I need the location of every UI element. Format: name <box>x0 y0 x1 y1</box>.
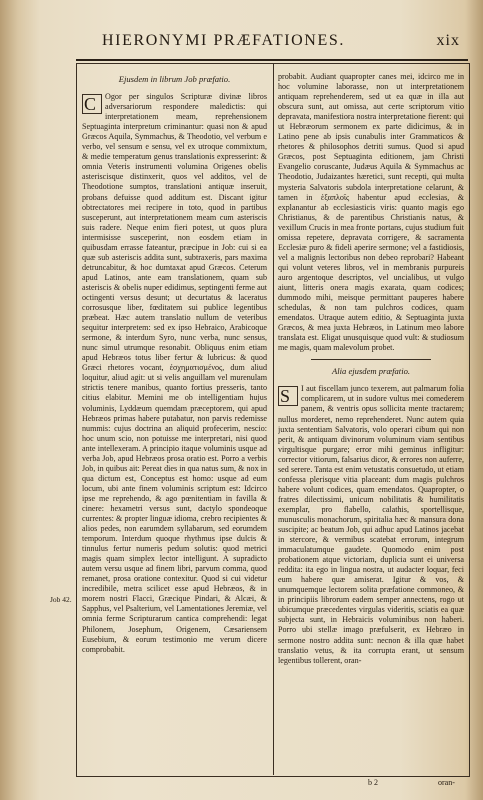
running-title: HIERONYMI PRÆFATIONES. <box>102 32 345 49</box>
right-paragraph <box>278 384 464 665</box>
left-column <box>82 72 267 772</box>
book-page <box>30 14 470 794</box>
signature-mark: b 2 <box>368 778 378 787</box>
section-title-alia: Alia ejusdem præfatio. <box>331 366 411 377</box>
drop-cap: C <box>82 94 102 114</box>
right-top-text: probabit. Audiant quapropter canes mei, idcirco me in hoc volumine laborasse, non ut interpretationem antiquam reprehenderem, sed ut ea quæ in illa aut obscura sunt, aut omissa, aut certe scriptorum vitio depravata, manifestiora nostra interpretatione fierent: qui ut Hebræorum sermonem ex parte didicimus, & in Latino pene ab ipsis cunabulis inter Grammaticos & rhetores & philosophos detriti sumus. Quod si apud Græcos, post Septuaginta editionem, jam Christi Evangelio coruscante, Judæus Aquila & Symmachus ac Theodotio, Judaizantes hæretici, sunt recepti, qui multa mysteria Salvatoris subdola interpretatione celarunt, & tamen in ἑξαπλοῖς habentur apud ecclesias, & explanantur ab ecclesiasticis viris: quanto magis ego Christianus, & de parentibus Christianis natus, & vexillum Crucis in mea fronte portans, cujus studium fuit omissa repetere, depravata corrigere, & sacramenta Ecclesiæ puro & fideli aperire sermone; vel a fastidiosis, vel a malignis lectoribus non debeo reprobari? Habeant qui volunt veteres libros, vel in membranis purpureis auro argentoque descriptos, vel uncialibus, ut vulgo aiunt, litteris onera magis exarata, quam codices; dummodo mihi, meisque permittant pauperes habere schedulas, & non tam pulchros codices, quam emendatos. Utraque autem editio, & Septuaginta juxta Græcos, & mea juxta Hebræos, in Latinum meo labore translata est. Eligat unusquisque quod vult: & studiosum me magis, quam malevolum probet. <box>278 72 464 353</box>
running-header <box>48 32 468 56</box>
column-divider <box>273 63 274 775</box>
right-body-text: I aut fiscellam junco texerem, aut palmarum folia complicarem, ut in sudore vultus mei comederem panem, & ventris opus sollicita mente tractarem; nullus morderet, nemo reprehenderet. Nunc autem quia juxta sententiam Salvatoris, volo operari cibum qui non perit, & antiquam divinorum voluminum viam sentibus virgultisque purgare; error mihi geminus infligitur: corrector vitiorum, falsarius dicor, & errores non auferre, sed serere. Tanta est enim vetustatis consuetudo, ut etiam confessa plerisque vitia placeant: dum magis pulchros habere volunt codices, quam emendatos. Quapropter, o fratres dilectissimi, unicum nobilitatis & humilitatis exemplar, pro flabello, calathis, sportellisque, munusculis monachorum, spiritalia hæc & mansura dona suscipite; ac beatum Job, qui adhuc apud Latinos jacebat in stercore, & vermibus scatebat errorum, integrum immaculatumque gaudete. Quomodo enim post probationem atque victoriam, duplicia sunt ei universa reddita: ita ego in lingua nostra, ut audacter loquar, feci eum habere quæ amiserat. Igitur & vos, & unumquemque lectorem solita præfatione commoneo, & in principiis librorum eadem semper annectens, rogo ut ubicumque præcedentes virgulas videritis, sciatis ea quæ subjecta sunt, in Hebraicis voluminibus non haberi. Porro ubi stellæ imago præfulserit, ex Hebræo in sermone nostro addita sunt: necnon & illa quæ habet translatio vetus, & ita corrupta erant, ut sensum legentibus tollerent, oran- <box>278 384 464 665</box>
drop-cap-s: S <box>278 386 298 406</box>
section-divider <box>311 359 431 360</box>
margin-note: Job 42. <box>50 595 72 604</box>
left-body-text: Ogor per singulos Scripturæ divinæ libros adversariorum respondere maledictis: qui interpretationem meam, reprehensionem Septuaginta interpretum criminantur: quasi non & apud Græcos Aquila, Symmachus, & Theodotio, vel verbum e verbo, vel sensum e sensu, vel ex utroque commixtum, & medie temperatum genus translationis expresserint: & omnia Veteris instrumenti volumina Origenes obelis asteriscisque distinxerit, quos vel additos, vel de Theodotione sumptos, translationi antiquæ inseruit, probans defuisse quod additum est. Discant igitur obtrectatores mei recipere in toto, quod in partibus susceperunt, aut interpretationem meam cum asteriscis suis radere. Neque enim fieri potest, ut quos plura intermisisse susceperint, non eosdem etiam in quibusdam errasse fateantur, præcipue in Job: cui si ea quæ sub asteriscis addita sunt, subtraxeris, pars maxima detruncabitur, & hoc dumtaxat apud Græcos. Ceterum apud Latinos, ante eam translationem, quam sub asteriscis & obelis nuper edidimus, septingenti ferme aut octingenti versus desunt; ut decurtatus & laceratus corrosusque liber, fœditatem sui publice legentibus præbeat. Hæc autem translatio nullum de veteribus sequitur interpretem: sed ex ipso Hebraico, Arabicoque sermone, & interdum Syro, nunc verba, nunc sensus, nunc simul utrumque resonabit. Obliquus enim etiam apud Hebræos totus liber fertur & lubricus: & quod Græci rhetores vocant, ἐσχηματισμένος, dum aliud loquitur, aliud agit: ut si velis anguillam vel murenulam strictis tenere manibus, quanto fortius presseris, tanto citius elabitur. Memini me ob intelligentiam hujus voluminis, Lyddæum quemdam præceptorem, qui apud Hebræos primas habere putabatur, non parvis redemisse nummis: cujus doctrina an aliquid profecerim, nescio: hoc unum scio, non potuisse me interpretari, nisi quod ante intellexeram. A principio itaque voluminis usque ad verba Job, apud Hebræos prosa oratio est. Porro a verbis Job, in quibus ait: Pereat dies in qua natus sum, & nox in qua dictum est, Conceptus est homo: usque ad eum locum, ubi ante finem voluminis scriptum est: Idcirco ipse me reprehendo, & ago pœnitentiam in favilla & cinere: hexametri versus sunt, dactylo spondeoque currentes: & propter linguæ idioma, crebro recipientes & alios pedes, non earumdem syllabarum, sed eorumdem temporum. Interdum quoque rhythmus ipse dulcis & tinnulus fertur numeris pedum solutis: quod metrici magis quam simplex lector intelligunt. A supradicto autem versu usque ad finem libri, parvum comma, quod remanet, prosa oratione contexitur. Quod si cui videtur incredibile, metra scilicet esse apud Hebræos, & in morem nostri Flacci, Græcique Pindari, & Alcæi, & Sapphus, vel Psalterium, vel Lamentationes Jeremiæ, vel omnia ferme Scripturarum cantica comprehendi: legat Philonem, Josephum, Origenem, Cæsariensem Eusebium, & eorum testimonio me verum dicere comprobabit. <box>82 92 267 654</box>
header-rule <box>76 59 468 61</box>
left-paragraph <box>82 92 267 655</box>
catchword: oran- <box>438 778 455 787</box>
page-number: xix <box>436 32 460 49</box>
right-column <box>278 72 464 772</box>
section-title-job: Ejusdem in librum Job præfatio. <box>118 74 231 84</box>
